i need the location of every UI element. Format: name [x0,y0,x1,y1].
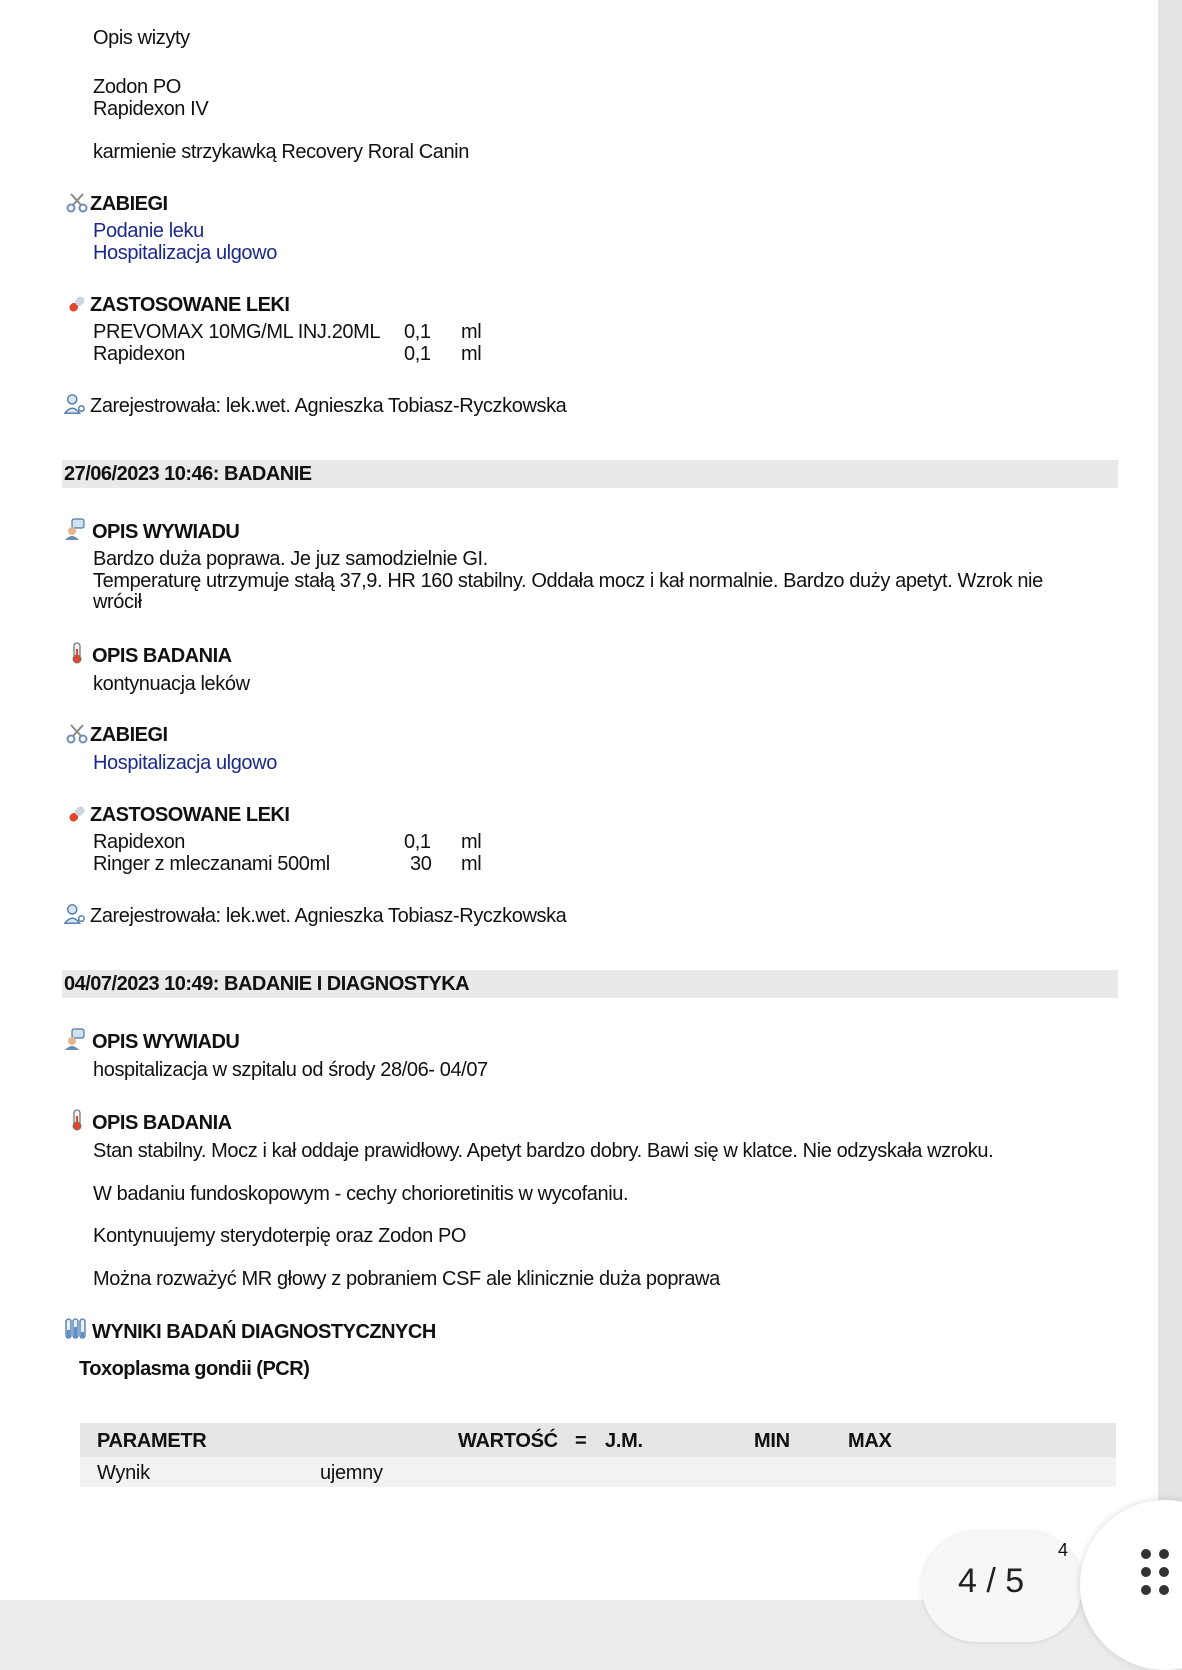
med-unit: ml [461,831,482,853]
visit-header: 04/07/2023 10:49: BADANIE I DIAGNOSTYKA [64,973,470,995]
interview-line: wrócił [93,591,142,613]
exam-heading: OPIS BADANIA [92,1112,232,1134]
procedures-heading: ZABIEGI [90,193,168,215]
procedure-item: Hospitalizacja ulgowo [93,242,277,264]
med-qty: 0,1 [404,831,431,853]
exam-line: W badaniu fundoskopowym - cechy chorioretinitis w wycofaniu. [93,1183,629,1205]
med-qty: 0,1 [404,343,431,365]
thermometer-icon [66,642,88,664]
viewer-scrollbar-track[interactable] [1158,0,1182,1600]
pill-icon [66,293,88,315]
visit-drug-line: Zodon PO [93,76,181,98]
interview-icon [64,1028,86,1050]
exam-line: Kontynuujemy sterydoterpię oraz Zodon PO [93,1225,467,1247]
med-unit: ml [461,343,482,365]
procedures-heading: ZABIEGI [90,724,168,746]
page-indicator: 4 / 5 [958,1562,1025,1600]
page-number: 4 [1058,1540,1069,1560]
meds-heading: ZASTOSOWANE LEKI [90,294,290,316]
visit-header-band [62,970,1118,998]
med-unit: ml [461,853,482,875]
registered-by: Zarejestrowała: lek.wet. Agnieszka Tobiasz-Ryczkowska [90,395,567,417]
med-name: Rapidexon [93,343,186,365]
visit-header: 27/06/2023 10:46: BADANIE [64,463,312,485]
doctor-icon [64,903,86,925]
column-header: WARTOŚĆ [458,1430,558,1452]
thermometer-icon [66,1109,88,1131]
table-cell: ujemny [320,1462,383,1484]
results-table [80,1423,1116,1487]
exam-line: Można rozważyć MR głowy z pobraniem CSF ale klinicznie duża poprawa [93,1268,720,1290]
interview-heading: OPIS WYWIADU [92,521,240,543]
interview-line: Bardzo duża poprawa. Je juz samodzielnie GI. [93,548,488,570]
registered-by: Zarejestrowała: lek.wet. Agnieszka Tobiasz-Ryczkowska [90,905,567,927]
column-header: J.M. [605,1430,643,1452]
procedure-item: Hospitalizacja ulgowo [93,752,277,774]
med-name: PREVOMAX 10MG/ML INJ.20ML [93,321,381,343]
interview-icon [64,518,86,540]
exam-heading: OPIS BADANIA [92,645,232,667]
results-heading: WYNIKI BADAŃ DIAGNOSTYCZNYCH [92,1321,436,1343]
section-title-opis-wizyty: Opis wizyty [93,27,190,49]
interview-text: hospitalizacja w szpitalu od środy 28/06- 04/07 [93,1059,488,1081]
med-unit: ml [461,321,482,343]
exam-text: kontynuacja leków [93,673,250,695]
exam-line: Stan stabilny. Mocz i kał oddaje prawidłowy. Apetyt bardzo dobry. Bawi się w klatce. Nie odzyskała wzroku. [93,1140,994,1162]
column-header: PARAMETR [97,1430,207,1452]
meds-heading: ZASTOSOWANE LEKI [90,804,290,826]
visit-drug-line: Rapidexon IV [93,98,209,120]
test-tubes-icon [64,1318,86,1340]
scissors-icon [66,192,88,214]
med-name: Rapidexon [93,831,186,853]
feeding-note: karmienie strzykawką Recovery Roral Canin [93,141,469,163]
procedure-item: Podanie leku [93,220,204,242]
pill-icon [66,803,88,825]
table-row [80,1457,1116,1487]
interview-heading: OPIS WYWIADU [92,1031,240,1053]
test-name: Toxoplasma gondii (PCR) [79,1358,310,1380]
grid-menu-icon[interactable] [1140,1548,1180,1600]
med-qty: 0,1 [404,321,431,343]
scissors-icon [66,723,88,745]
interview-line: Temperaturę utrzymuje stałą 37,9. HR 160 stabilny. Oddała mocz i kał normalnie. Bardzo duży apetyt. Wzrok nie [93,570,1043,592]
column-header: = [575,1430,587,1452]
med-name: Ringer z mleczanami 500ml [93,853,330,875]
visit-header-band [62,460,1118,488]
med-qty: 30 [410,853,432,875]
table-cell: Wynik [97,1462,150,1484]
doctor-icon [64,393,86,415]
column-header: MAX [848,1430,892,1452]
table-header-row [80,1423,1116,1457]
column-header: MIN [754,1430,790,1452]
